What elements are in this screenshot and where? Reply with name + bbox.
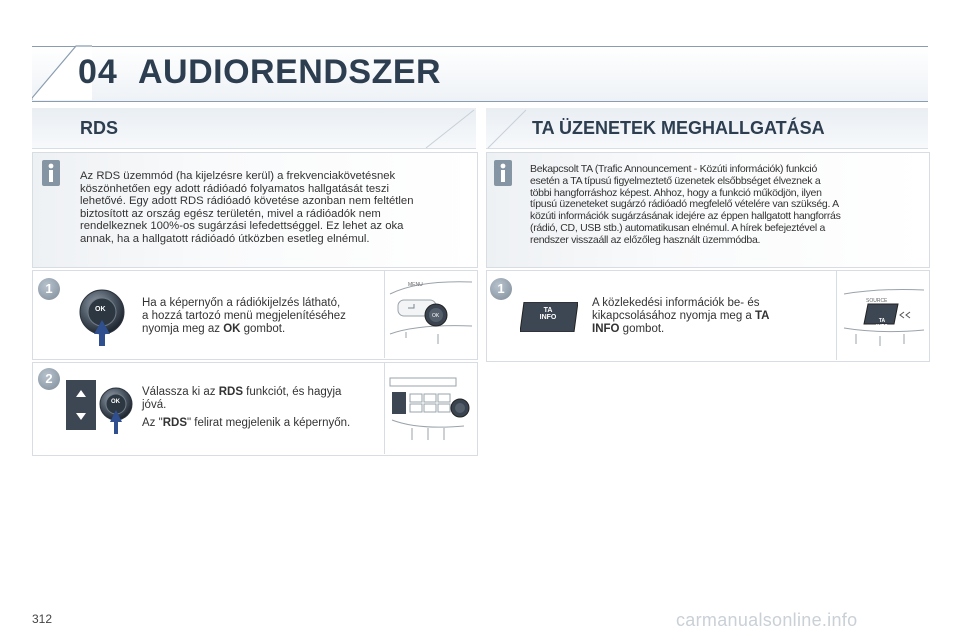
rds-info-text [80, 170, 465, 246]
panel-source-label: SOURCE [866, 298, 888, 304]
rds-keyword: RDS [218, 386, 243, 398]
rds-info-line: annak, ha a hallgatott rádióadó útközben esetleg elnémul. [80, 232, 370, 245]
page-number: 312 [32, 612, 53, 626]
ta-info-line: Bekapcsolt TA (Trafic Announcement - Közúti információk) funkció [530, 163, 817, 175]
ta-info-line: többi hangforráshoz képest. Ahhoz, hogy a funkció működjön, ilyen [530, 186, 822, 199]
panel-menu-label: MENU [408, 282, 423, 288]
rds-info-line: rendelkeznek 100%-os sugárzási lefedettséggel. Ez lehet az oka [80, 220, 404, 233]
ok-knob-label: OK [111, 399, 120, 405]
rds-step-1-line: Ha a képernyőn a rádiókijelzés látható, [142, 297, 341, 309]
text-span: funkciót, és hagyja [242, 386, 342, 398]
control-panel-menu-illustration [388, 274, 474, 354]
ok-knob-label: OK [95, 306, 106, 313]
ta-info-line: rendszer visszaáll az előzőleg használt üzemmódba. [530, 233, 761, 246]
step-divider [384, 270, 385, 358]
chapter-title: AUDIORENDSZER [138, 53, 442, 91]
ta-info-button-label [536, 307, 560, 321]
step-divider [836, 270, 837, 360]
step-number-badge: 2 [38, 368, 60, 390]
ta-step-1-text [592, 297, 832, 335]
ta-section-title: TA ÜZENETEK MEGHALLGATÁSA [532, 118, 825, 138]
rds-step-2-line: jóvá. [142, 398, 167, 411]
control-panel-source-illustration [840, 274, 926, 356]
rds-info-line: lehetővé. Egy adott RDS rádióadó követése azonban nem feltétlen [80, 195, 414, 208]
panel-ok-label: OK [432, 313, 440, 319]
rds-step-1-text [142, 297, 382, 335]
text-span: Válassza ki az [142, 386, 219, 398]
step-divider [384, 362, 385, 454]
info-keyword: INFO [592, 322, 620, 335]
ta-step-1-line: A közlekedési információk be- és [592, 297, 760, 309]
step-number-badge: 1 [38, 278, 60, 300]
panel-ta-line: INFO [876, 324, 888, 330]
up-down-arrows-button [66, 380, 96, 430]
step-number-badge: 1 [490, 278, 512, 300]
watermark: carmanualsonline.info [676, 610, 858, 630]
rds-banner-slash [416, 108, 476, 150]
ta-info-line: típusú üzeneteket sugárzó rádióadó megfelelő vételére van szükség. A [530, 198, 839, 211]
rds-step-2-line [142, 417, 382, 430]
panel-ta-info-label [872, 318, 892, 330]
ok-knob-illustration [98, 382, 138, 434]
text-span: kikapcsolásához nyomja meg a [592, 309, 755, 322]
rds-step-2-line [142, 386, 382, 399]
panel-ta-line: TA [878, 318, 886, 324]
ta-info-line: esetén a TA típusú figyelmeztető üzenetek elsőbbséget élveznek a [530, 174, 821, 187]
rds-info-line: köszönhetően egy adott rádióadó folyamatos hallgatását teszi [80, 182, 389, 195]
ta-keyword: TA [755, 309, 770, 322]
rds-info-line: biztosított az ország egész területén, mivel a rádióadók nem [80, 207, 381, 220]
text-span: gombot. [619, 322, 665, 335]
ta-info-line: közúti információk sugárzásának idejére az éppen hallgatott hangforrás [530, 210, 841, 223]
rds-keyword: RDS [162, 416, 187, 429]
text-span: " felirat megjelenik a képernyőn. [186, 416, 351, 429]
control-panel-keypad-illustration [388, 368, 474, 450]
ok-keyword: OK [223, 322, 241, 335]
ta-info-line: (rádió, CD, USB stb.) automatikusan elnémul. A hírek befejeztével a [530, 221, 826, 234]
ta-button-line: INFO [539, 314, 557, 321]
rds-step-1-line [142, 323, 382, 336]
text-span: gombot. [240, 322, 286, 335]
rds-info-line: Az RDS üzemmód (ha kijelzésre kerül) a frekvenciakövetésnek [80, 170, 396, 182]
ta-step-1-line [592, 310, 832, 323]
ta-step-1-line [592, 323, 832, 336]
rds-section-title: RDS [80, 118, 119, 138]
ta-button-line: TA [543, 307, 553, 314]
info-icon [494, 160, 512, 186]
ok-knob-illustration [78, 282, 128, 346]
rds-step-1-line: a hozzá tartozó menü megjelenítéséhez [142, 309, 346, 322]
text-span: nyomja meg az [142, 322, 224, 335]
chapter-number: 04 [78, 53, 118, 91]
text-span: Az " [142, 416, 163, 429]
info-icon [42, 160, 60, 186]
rds-step-2-text [142, 386, 382, 429]
ta-info-text [530, 164, 922, 247]
